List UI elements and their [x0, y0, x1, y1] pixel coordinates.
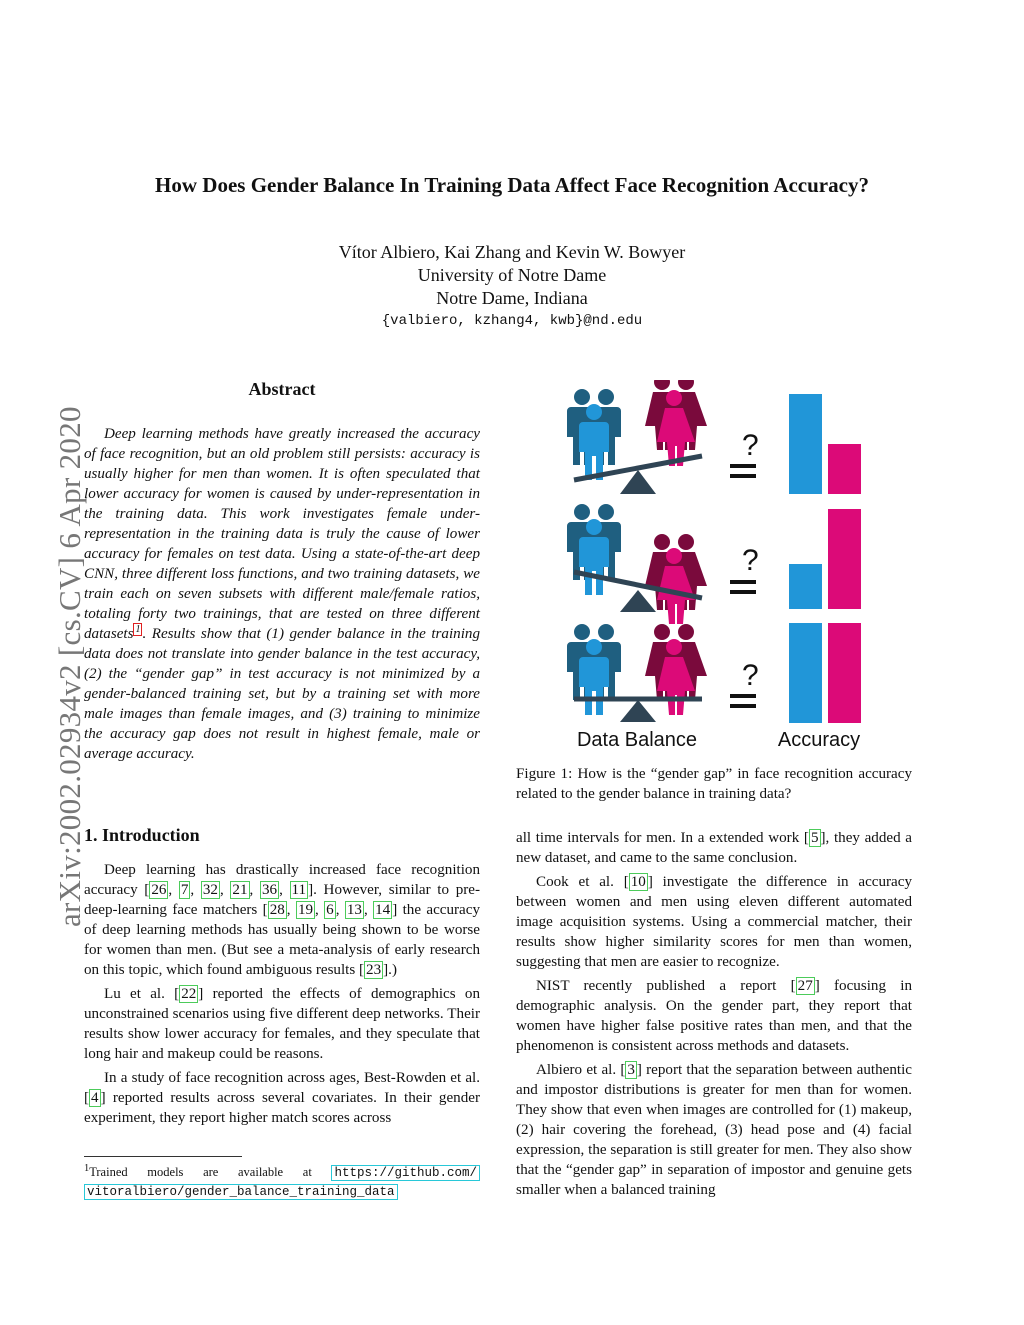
citation-link[interactable]: 22 — [181, 986, 197, 1002]
citation-link[interactable]: 10 — [630, 874, 646, 890]
citation-link[interactable]: 28 — [269, 902, 285, 918]
citation-link[interactable]: 19 — [297, 902, 314, 918]
figure-1 — [562, 380, 872, 755]
scale-fulcrum — [620, 590, 656, 612]
paragraph: Deep learning has drastically increased face recognition accuracy [ 26 , 7 , 32 , 21 , 36 , 11 ]. However, similar to pre-deep-learning face matchers [ 28 , 19 , 6 , 13 , 14 ] the accuracy of deep learning methods has usually being shown to be worse for women than men. (But see a meta-analysis of early research on this topic, which found ambiguous results [ 23 ].) — [84, 862, 481, 978]
question-mark: ? — [742, 544, 759, 577]
paragraph: Cook et al. [ 10 ] investigate the difference in accuracy between women and men using eleven different automated image acquisition systems. Using a commercial matcher, their results show higher similarity scores for men than women, suggesting that men are easier to recognize. — [516, 874, 912, 970]
equals-sign — [730, 694, 756, 698]
author-location: Notre Dame, Indiana — [436, 288, 588, 308]
citation-link[interactable]: 32 — [202, 882, 218, 898]
citation-link[interactable]: 7 — [180, 882, 189, 898]
abstract-heading: Abstract — [248, 379, 316, 399]
equals-sign — [730, 464, 756, 468]
citation-link[interactable]: 13 — [346, 902, 362, 918]
footnote: $^1$Trained models are available at https://github.com/ vitoralbiero/gender_balance_training_data — [84, 1160, 480, 1201]
figure-caption: Figure 1: How is the “gender gap” in face recognition accuracy related to the gender balance in training data? — [516, 766, 912, 802]
paragraph: In a study of face recognition across ages, Best-Rowden et al. [ 4 ] reported results across several covariates. In their gender experiment, they report higher match scores across — [84, 1070, 480, 1126]
female-accuracy-bar — [828, 623, 861, 723]
body-column-left — [84, 860, 480, 1132]
balance-row-3 — [567, 623, 861, 723]
paper-title: How Does Gender Balance In Training Data Affect Face Recognition Accuracy? — [155, 173, 869, 197]
balance-row-2 — [567, 504, 861, 624]
male-group-icon — [567, 389, 621, 480]
question-mark: ? — [742, 429, 759, 462]
citation-link[interactable]: 23 — [366, 962, 382, 978]
citation-link[interactable]: 5 — [810, 830, 819, 846]
equals-sign — [730, 590, 756, 594]
citation-link[interactable]: 4 — [91, 1090, 99, 1106]
citation-link[interactable]: 26 — [151, 882, 167, 898]
citation-link[interactable]: 36 — [261, 882, 278, 898]
question-mark: ? — [742, 659, 759, 692]
citation-link[interactable]: 6 — [326, 902, 334, 918]
balance-row-1 — [567, 380, 861, 494]
body-column-right — [516, 828, 912, 1204]
paragraph: all time intervals for men. In a extended work [ 5 ], they added a new dataset, and came to the same conclusion. — [516, 830, 912, 866]
figure-label-data-balance: Data Balance — [576, 729, 698, 751]
female-accuracy-bar — [828, 444, 861, 494]
equals-sign — [730, 704, 756, 708]
author-names: Vítor Albiero, Kai Zhang and Kevin W. Bowyer — [338, 242, 686, 262]
male-accuracy-bar — [789, 394, 822, 494]
figure-label-accuracy: Accuracy — [777, 729, 861, 751]
citation-link[interactable]: 21 — [232, 882, 248, 898]
author-block — [0, 241, 1024, 333]
citation-link[interactable]: 11 — [291, 882, 307, 898]
footnote-url-link[interactable]: vitoralbiero/gender_balance_training_data — [84, 1184, 398, 1200]
female-group-icon — [645, 380, 707, 466]
paragraph: Lu et al. [ 22 ] reported the effects of demographics on unconstrained scenarios using five different deep networks. Their results show lower accuracy for females, and they speculate that long hair and makeup could be reasons. — [84, 986, 480, 1062]
equals-sign — [730, 580, 756, 584]
male-accuracy-bar — [789, 623, 822, 723]
scale-fulcrum — [620, 700, 656, 722]
equals-sign — [730, 474, 756, 478]
paragraph: NIST recently published a report [ 27 ] focusing in demographic analysis. On the gender part, they report that women have higher false positive rates than men, and that the phenomenon is consistent across methods and datasets. — [516, 978, 913, 1054]
author-affiliation: University of Notre Dame — [417, 265, 607, 285]
male-accuracy-bar — [789, 564, 822, 609]
footnote-url-link[interactable]: https://github.com/ — [331, 1165, 480, 1181]
paragraph: Albiero et al. [ 3 ] report that the separation between authentic and impostor distributions is greater for men than for women. They show that even when images are controlled for (1) makeup, (2) hair covering the forehead, (3) head pose and (4) facial expression, the separation is still greater for men. They also show that the “gender gap” in separation of impostor and genuine gets smaller when a balanced training — [516, 1062, 912, 1198]
footnote-ref[interactable]: 1 — [135, 623, 141, 635]
section-heading-introduction: 1. Introduction — [84, 825, 200, 845]
scale-fulcrum — [620, 470, 656, 494]
citation-link[interactable]: 3 — [627, 1062, 635, 1078]
female-accuracy-bar — [828, 509, 861, 609]
author-email[interactable]: {valbiero, kzhang4, kwb}@nd.edu — [381, 313, 643, 329]
footnote-rule — [84, 1156, 242, 1157]
citation-link[interactable]: 14 — [375, 902, 391, 918]
arxiv-identifier[interactable]: arXiv:2002.02934v2 [cs.CV] 6 Apr 2020 — [52, 406, 87, 927]
abstract-text: Deep learning methods have greatly increased the accuracy of face recognition, but an old problem still persists: accuracy is usually higher for men than women. It is often speculated that lower accuracy for women is caused by under-representation in the training data. This work investigates female under-representation in the training data is truly the cause of lower accuracy for females on test data. Using a state-of-the-art deep CNN, three different loss functions, and two training datasets, we train each on seven subsets with different male/female ratios, totaling forty two trainings, that are tested on three different datasets $^1$ . Results show that (1) gender balance in the training data does not translate into gender balance in the test accuracy, (2) the “gender gap” in test accuracy is not minimized by a gender-balanced training set, but by a training set with more male images than female images, and (3) training to minimize the accuracy gap does not result in highest female, male or average accuracy. — [84, 426, 480, 762]
citation-link[interactable]: 27 — [797, 978, 813, 994]
